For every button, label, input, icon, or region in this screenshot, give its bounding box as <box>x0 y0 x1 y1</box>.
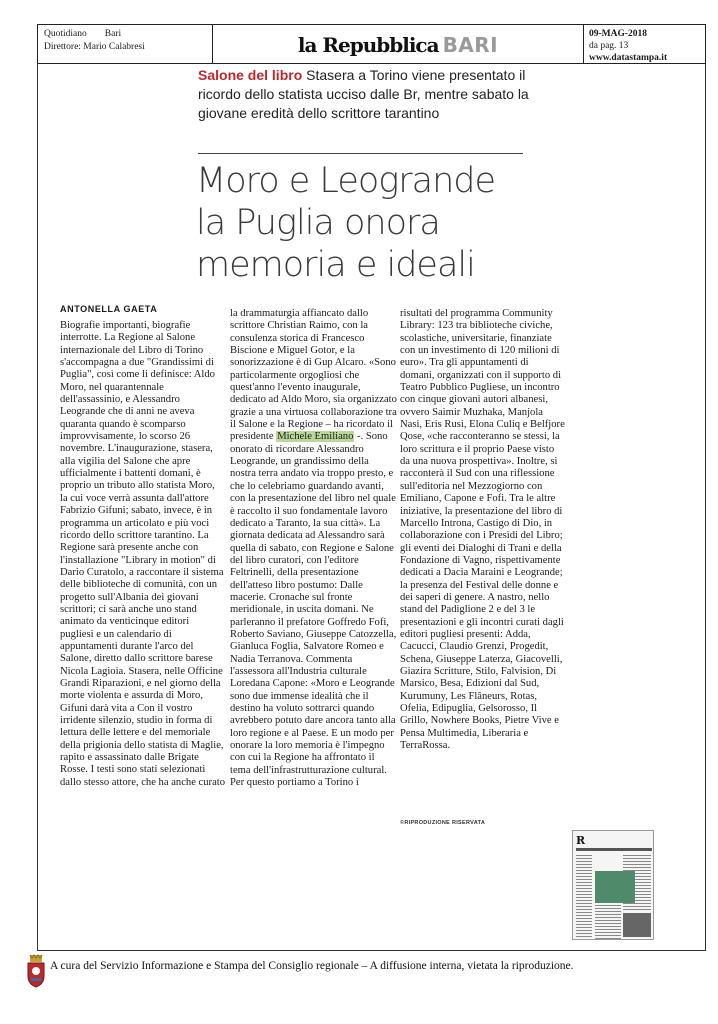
body-text-segment: la drammaturgia affiancato dallo scrittore Christian Raimo, con la consulenza storica di Francesco Biscione e Miguel Gotor, e la sonorizzazione è di Gup Alcaro. «Sono particolarmente orgogliosi che quest'anno l'evento inaugurale, dedicato ad Aldo Moro, sia organizzato grazie a una virtuosa collaborazione tra il Salone e la Regione – ha ricordato il presidente <box>230 308 397 443</box>
publication-city: Bari <box>104 29 122 39</box>
publication-type: Quotidiano <box>44 29 87 39</box>
thumbnail-green-block <box>595 871 635 903</box>
footer-text: A cura del Servizio Informazione e Stampa del Consiglio regionale – A diffusione interna, vietata la riproduzione. <box>50 960 574 972</box>
body-column-3 <box>400 308 565 752</box>
body-text: Biografie importanti, biografie interrotte. La Regione al Salone internazionale del Libro di Torino s'accompagna a due "Grandissimi di Puglia", così come li definisce: Aldo Moro, nel quarantennale dell'assassinio, e Alessandro Leogrande che di anni ne aveva quaranta quando è scomparso improvvisamente, lo scorso 26 novembre. L'inaugurazione, stasera, alla vigilia del Salone che apre ufficialmente i battenti domani, è proprio un tributo allo statista Moro, la cui voce verrà assunta dall'attore Fabrizio Gifuni; sabato, invece, è in programma un articolato e più voci ricordo dello scrittore tarantino. La Regione sarà presente anche con l'installazione "Library in motion" di Dario Curatolo, a raccontare il sistema delle biblioteche di comunità, con un progetto sull'Albania dei giovani scrittori; ci sarà anche uno stand animato da venticinque editori pugliesi e un calendario di appuntamenti durante l'arco del Salone, diretto dallo scrittore barese Nicola Lagioia. Stasera, nelle Officine Grandi Riparazioni, e nel giorno della morte violenta e assurda di Moro, Gifuni darà vita a Con il vostro irridente silenzio, studio in forma di lettura delle lettere e del memoriale della prigionia dello statista di Maglie, rapito e assassinato dalle Brigate Rosse. I testi sono stati selezionati dallo stesso attore, che ha anche curato <box>60 320 226 788</box>
highlighted-name: Michele Emiliano <box>277 431 354 443</box>
article-headline <box>196 160 516 286</box>
regional-crest-icon <box>26 954 46 988</box>
clipping-header <box>37 24 706 64</box>
body-column-1 <box>60 320 225 789</box>
masthead-city: BARI <box>442 33 499 57</box>
publication-info <box>38 25 213 63</box>
body-text <box>230 308 397 789</box>
source-url: www.datastampa.it <box>589 53 668 63</box>
headline-line: memoria e ideali <box>196 245 475 285</box>
article-kicker <box>198 66 538 123</box>
headline-line: Moro e Leogrande <box>196 161 496 201</box>
copyright-notice: ©RIPRODUZIONE RISERVATA <box>400 820 486 826</box>
masthead-title: la Repubblica <box>297 33 439 57</box>
footer <box>26 954 706 988</box>
date-info <box>583 25 705 63</box>
page-reference: da pag. 13 <box>589 41 629 51</box>
publication-date: 09-MAG-2018 <box>589 29 648 39</box>
masthead <box>213 25 583 63</box>
page-thumbnail <box>572 830 654 940</box>
body-text-segment: -. Sono onorato di ricordare Alessandro Leogrande, un grandissimo della nostra terra andato via troppo presto, e che lo celebriamo guardando avanti, con la presentazione del libro nel quale è raccolto il suo fondamentale lavoro dedicato a Taranto, la sua città». La giornata dedicata ad Alessandro sarà quella di sabato, con Regione e Salone del libro curatori, con l'editore Feltrinelli, della presentazione dell'atteso libro postumo: Dalle macerie. Cronache sul fronte meridionale, in uscita domani. Ne parleranno il prefatore Goffredo Fofi, Roberto Saviano, Giuseppe Catozzella, Gianluca Foglia, Salvatore Romeo e Nadia Terranova. Commenta l'assessora all'Industria culturale Loredana Capone: «Moro e Leogrande sono due immense idealità che il destino ha voluto sottrarci quando avrebbero potuto dare ancora tanto alla loro regione e al Paese. E un modo per onorare la loro memoria è l'impegno con cui la Regione ha affrontato il tema dell'infrastrutturazione cultural. Per questo portiamo a Torino i <box>230 431 397 789</box>
body-text: risultati del programma Community Library: 123 tra biblioteche civiche, scolastiche, universitarie, finanziate con un investimento di 120 milioni di euro». Tra gli appuntamenti di domani, organizzati con il supporto di Teatro Pubblico Pugliese, un incontro con cinque giovani autori albanesi, ovvero Saimir Muzhaka, Manjola Nasi, Eris Rusi, Elona Culiq e Belfjore Qose, «che racconteranno se stessi, la loro scrittura e il proprio Paese visto da una nuova prospettiva». Inoltre, si racconterà il Sud con una riflessione sull'editoria nel Mezzogiorno con Emiliano, Capone e Fofi. Tra le altre iniziative, la presentazione del libro di Marcello Introna, Castigo di Dio, in collaborazione con i Presìdi del Libro; gli eventi dei Dialoghi di Trani e della Fondazione di Vagno, rispettivamente dedicati a Dacia Maraini e Leogrande; la presenza del Festival delle donne e dei saperi di genere. A nastro, nello stand del Padiglione 2 e del 3 le presentazioni e gli incontri curati dagli editori pugliesi presenti: Adda, Cacucci, Claudio Grenzi, Progedit, Schena, Giuseppe Laterza, Giacovelli, Giazira Scritture, Stilo, Falvision, Di Marsico, Besa, Edizioni dal Sud, Kurumuny, Les Flâneurs, Rotas, Ofelia, Edipuglia, Gelsorosso, Il Grillo, Nowhere Books, Pietre Vive e Pensa Multimedia, Liberaria e TerraRossa. <box>400 308 565 752</box>
kicker-tag: Salone del libro <box>198 67 303 83</box>
body-column-2 <box>230 308 397 789</box>
director-line: Direttore: Mario Calabresi <box>44 42 145 52</box>
thumbnail-masthead: R <box>576 834 586 847</box>
thumbnail-text-column <box>595 905 621 939</box>
headline-rule <box>198 153 523 154</box>
thumbnail-photo <box>623 913 651 937</box>
thumbnail-text-column <box>576 855 592 939</box>
byline: ANTONELLA GAETA <box>60 304 158 314</box>
headline-line: la Puglia onora <box>196 203 440 243</box>
thumbnail-bar <box>576 848 652 851</box>
kicker-text: Stasera a Torino viene presentato il ricordo dello statista ucciso dalle Br, mentre sabato la giovane eredità dello scrittore tarantino <box>198 67 529 121</box>
